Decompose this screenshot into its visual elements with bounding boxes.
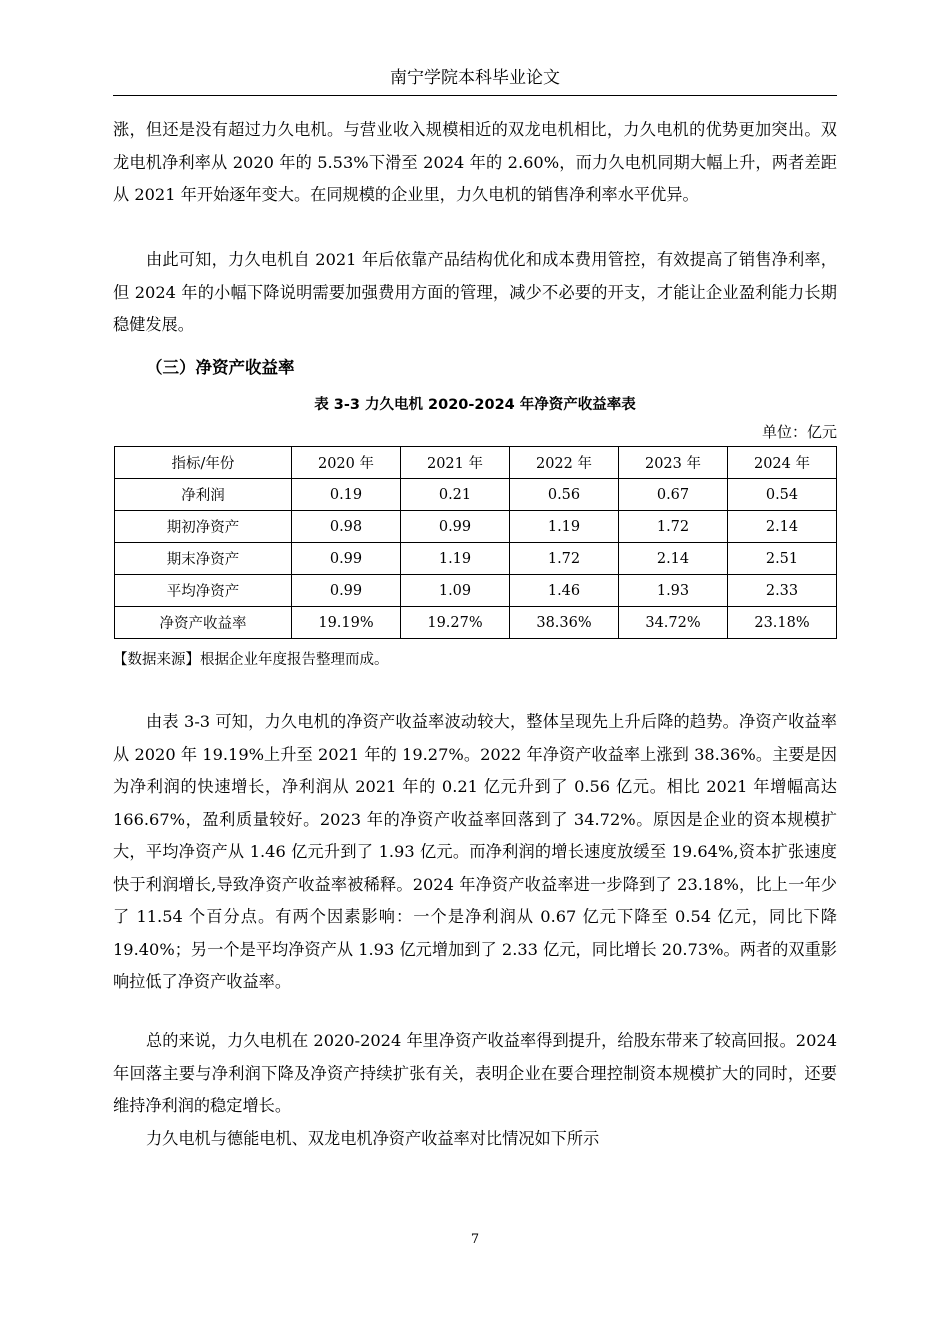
paragraph: 力久电机与德能电机、双龙电机净资产收益率对比情况如下所示: [146, 1129, 600, 1148]
paragraph: 总的来说，力久电机在 2020-2024 年里净资产收益率得到提升，给股东带来了较高回报。2024 年回落主要与净利润下降及净资产持续扩张有关，表明企业在要合理控制资本规模扩大的同时，还要维持净利润的稳定增长。: [113, 1031, 837, 1115]
page-header: 南宁学院本科毕业论文: [113, 62, 837, 96]
column-header: 2021 年: [401, 447, 510, 479]
table-cell: 1.46: [510, 575, 619, 607]
table-cell: 0.99: [292, 575, 401, 607]
column-header: 2023 年: [619, 447, 728, 479]
table-row: [115, 543, 837, 575]
table-cell: 0.19: [292, 479, 401, 511]
table-cell: 23.18%: [728, 607, 837, 639]
table-cell: 1.19: [510, 511, 619, 543]
row-label: 期初净资产: [115, 511, 292, 543]
table-row: [115, 575, 837, 607]
column-header: 2024 年: [728, 447, 837, 479]
column-header: 2022 年: [510, 447, 619, 479]
column-header: 指标/年份: [115, 447, 292, 479]
table-cell: 1.19: [401, 543, 510, 575]
paragraph: 由此可知，力久电机自 2021 年后依靠产品结构优化和成本费用管控，有效提高了销售净利率，但 2024 年的小幅下降说明需要加强费用方面的管理，减少不必要的开支，才能让企业盈利能力长期稳健发展。: [113, 250, 837, 334]
table-cell: 19.19%: [292, 607, 401, 639]
table-cell: 2.33: [728, 575, 837, 607]
table-cell: 1.93: [619, 575, 728, 607]
table-cell: 38.36%: [510, 607, 619, 639]
table-cell: 19.27%: [401, 607, 510, 639]
table-cell: 2.14: [619, 543, 728, 575]
table-cell: 0.54: [728, 479, 837, 511]
paragraph: 涨，但还是没有超过力久电机。与营业收入规模相近的双龙电机相比，力久电机的优势更加突出。双龙电机净利率从 2020 年的 5.53%下滑至 2024 年的 2.60%，而力久电机同期大幅上升，两者差距从 2021 年开始逐年变大。在同规模的企业里，力久电机的销售净利率水平优异。: [113, 120, 837, 204]
table-cell: 0.67: [619, 479, 728, 511]
table-cell: 2.51: [728, 543, 837, 575]
table-cell: 1.09: [401, 575, 510, 607]
page-number: 7: [470, 1232, 480, 1247]
table-row: [115, 479, 837, 511]
table-cell: 0.99: [401, 511, 510, 543]
row-label: 平均净资产: [115, 575, 292, 607]
table-cell: 0.98: [292, 511, 401, 543]
section-heading: （三）净资产收益率: [146, 358, 295, 377]
column-header: 2020 年: [292, 447, 401, 479]
row-label: 净资产收益率: [115, 607, 292, 639]
table-header-row: [115, 447, 837, 479]
row-label: 期末净资产: [115, 543, 292, 575]
paragraph: 由表 3-3 可知，力久电机的净资产收益率波动较大，整体呈现先上升后降的趋势。净资产收益率从 2020 年 19.19%上升至 2021 年的 19.27%。2022 年净资产收益率上涨到 38.36%。主要是因为净利润的快速增长，净利润从 2021 年的 0.21 亿元升到了 0.56 亿元。相比 2021 年增幅高达 166.67%，盈利质量较好。2023 年的净资产收益率回落到了 34.72%。原因是企业的资本规模扩大，平均净资产从 1.46 亿元升到了 1.93 亿元。而净利润的增长速度放缓至 19.64%,资本扩张速度快于利润增长,导致净资产收益率被稀释。2024 年净资产收益率进一步降到了 23.18%，比上一年少了 11.54 个百分点。有两个因素影响：一个是净利润从 0.67 亿元下降至 0.54 亿元，同比下降 19.40%；另一个是平均净资产从 1.93 亿元增加到了 2.33 亿元，同比增长 20.73%。两者的双重影响拉低了净资产收益率。: [113, 712, 837, 991]
table-cell: 2.14: [728, 511, 837, 543]
table-cell: 0.21: [401, 479, 510, 511]
table-source-note: 【数据来源】根据企业年度报告整理而成。: [113, 652, 389, 668]
row-label: 净利润: [115, 479, 292, 511]
table-cell: 1.72: [619, 511, 728, 543]
table-cell: 0.56: [510, 479, 619, 511]
table-cell: 1.72: [510, 543, 619, 575]
table-row: [115, 607, 837, 639]
table-cell: 34.72%: [619, 607, 728, 639]
table-unit: 单位：亿元: [761, 423, 837, 441]
roe-table: [114, 446, 837, 639]
table-title: 表 3-3 力久电机 2020-2024 年净资产收益率表: [314, 397, 636, 413]
table-row: [115, 511, 837, 543]
table-cell: 0.99: [292, 543, 401, 575]
